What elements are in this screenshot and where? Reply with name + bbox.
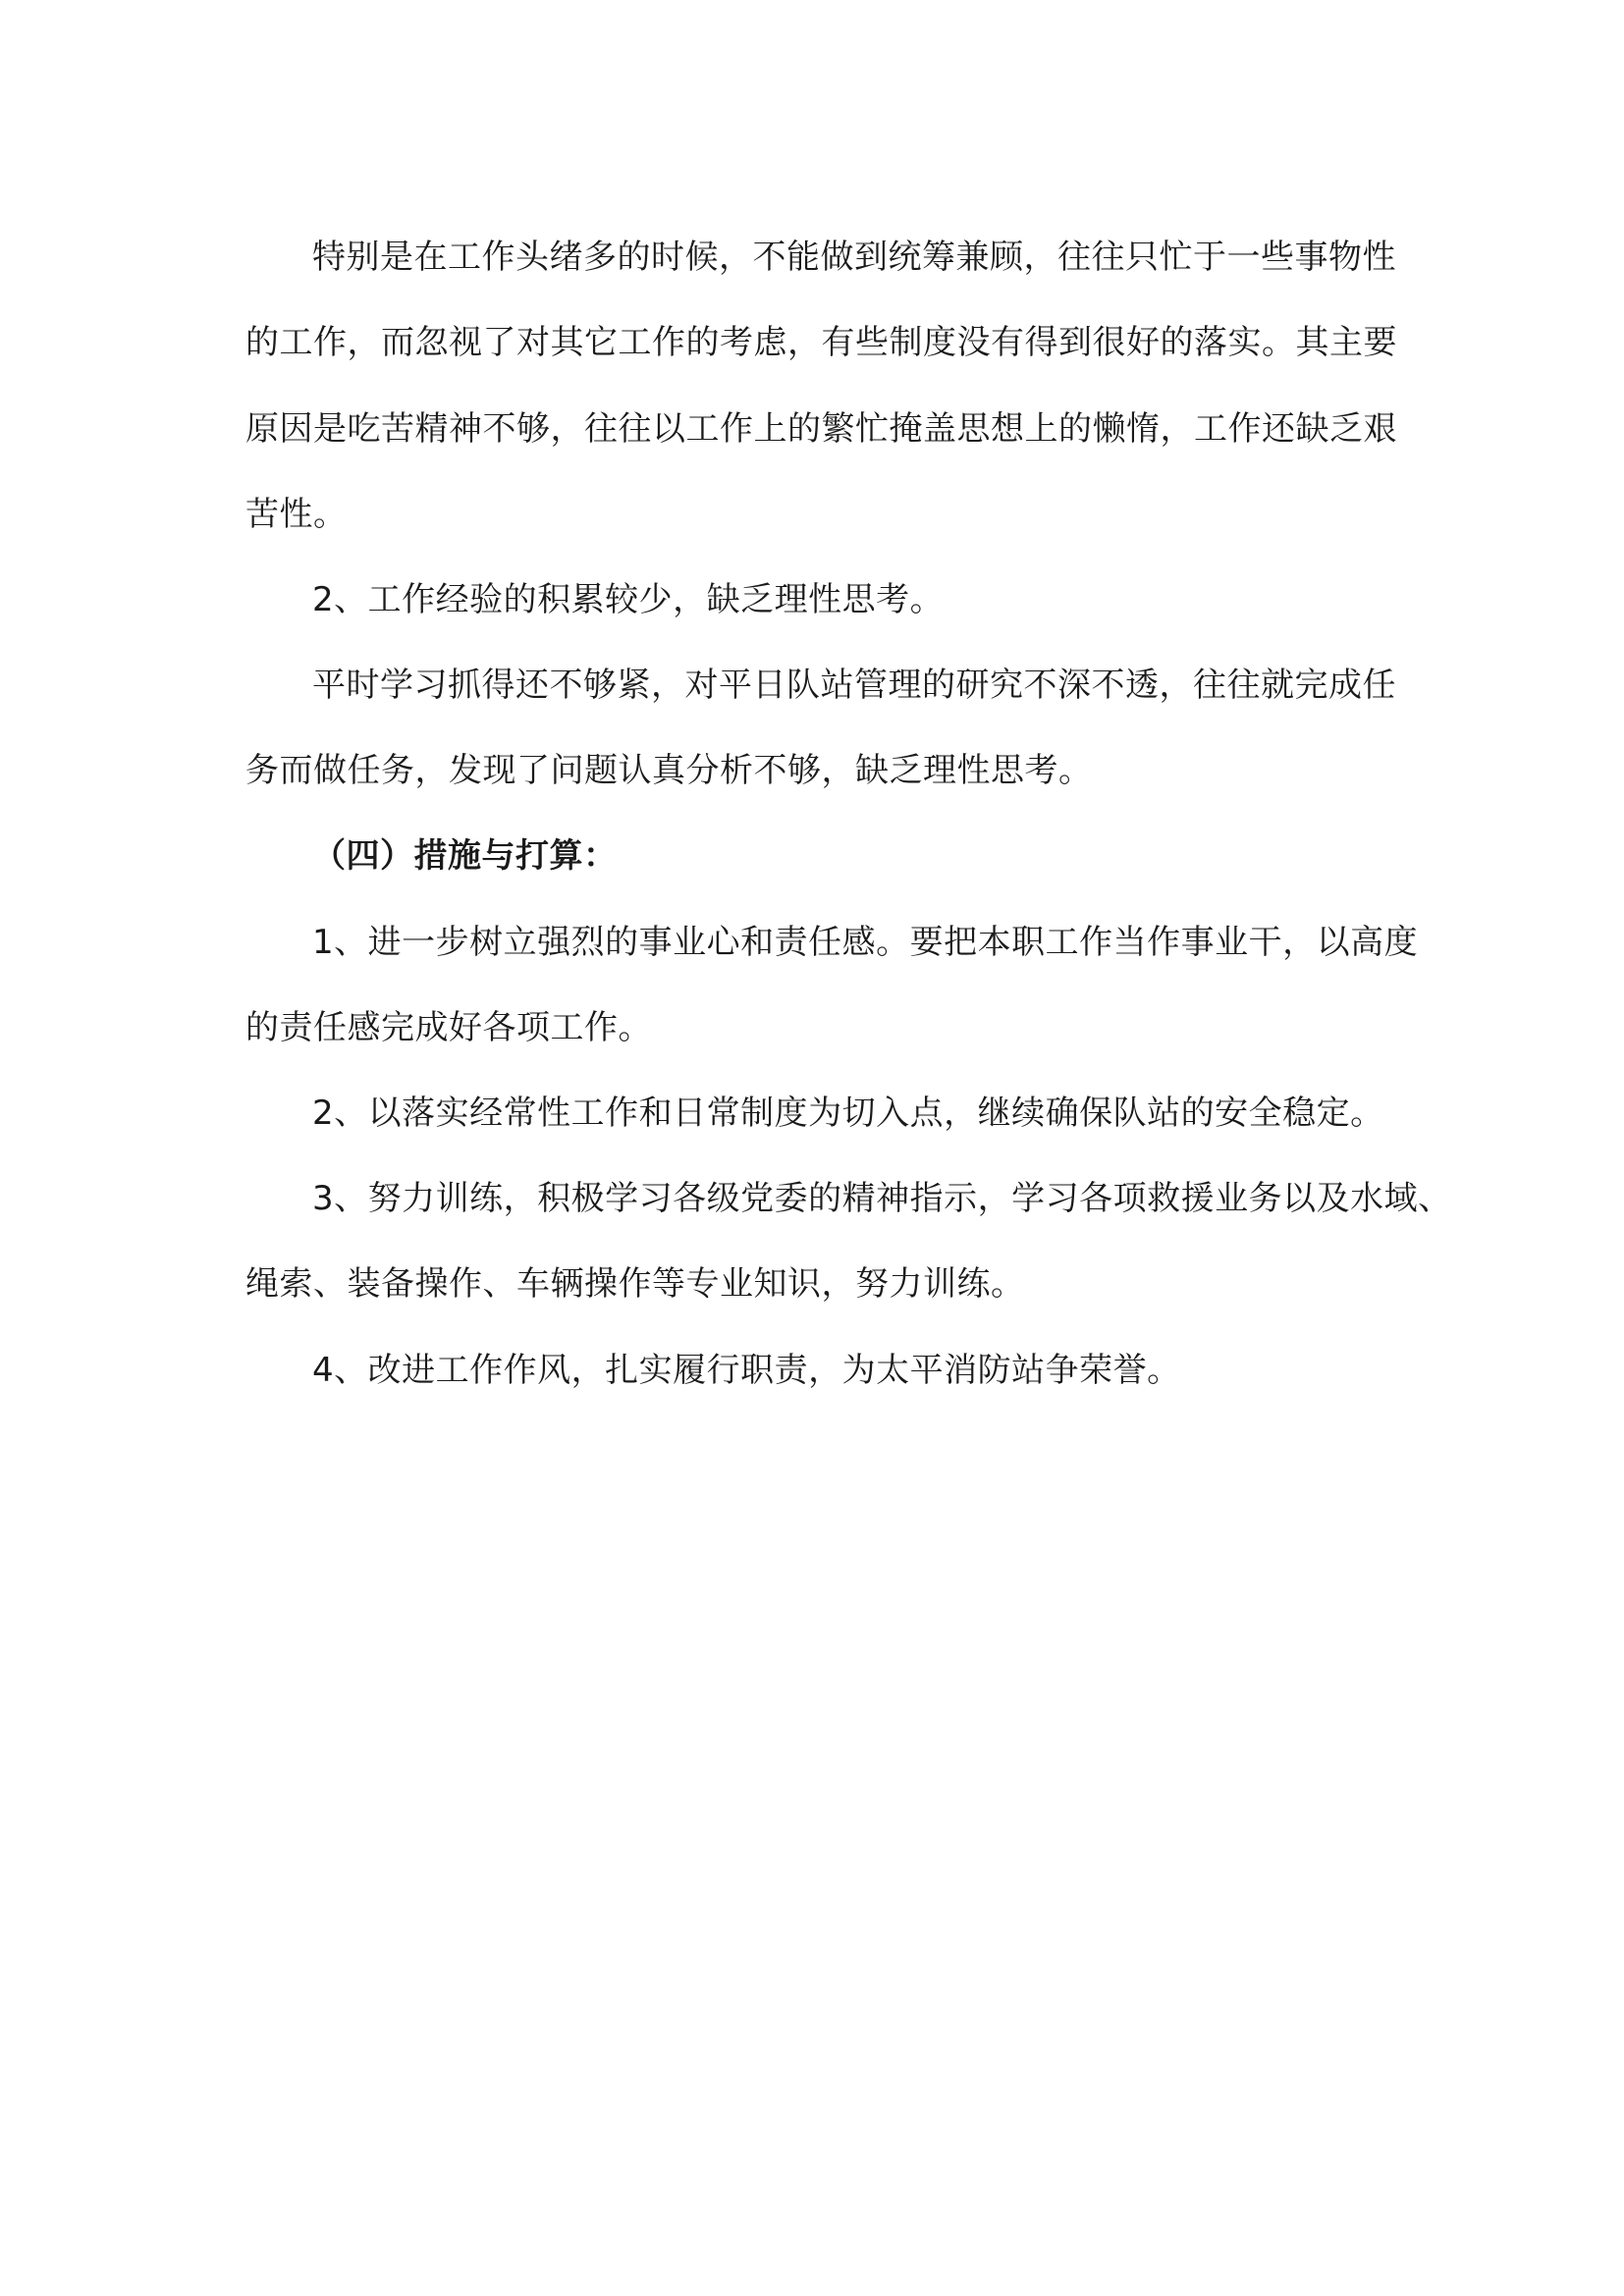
measure-item-4: 4、改进工作作风，扎实履行职责，为太平消防站争荣誉。 <box>312 1351 1181 1390</box>
measure-item-3-continued: 绳索、装备操作、车辆操作等专业知识，努力训练。 <box>245 1264 1025 1304</box>
list-item-2-weakness: 2、工作经验的积累较少，缺乏理性思考。 <box>312 580 945 619</box>
measure-item-3: 3、努力训练，积极学习各级党委的精神指示，学习各项救援业务以及水域、 <box>312 1179 1452 1218</box>
paragraph-line: 特别是在工作头绪多的时候，不能做到统筹兼顾，往往只忙于一些事物性 <box>312 238 1396 277</box>
measure-item-2: 2、以落实经常性工作和日常制度为切入点，继续确保队站的安全稳定。 <box>312 1094 1384 1133</box>
measure-item-1: 1、进一步树立强烈的事业心和责任感。要把本职工作当作事业干，以高度 <box>312 923 1419 962</box>
measure-item-1-continued: 的责任感完成好各项工作。 <box>245 1008 652 1047</box>
paragraph-line: 平时学习抓得还不够紧，对平日队站管理的研究不深不透，往往就完成任 <box>312 666 1396 705</box>
section-heading: （四）措施与打算： <box>312 836 618 876</box>
paragraph-line: 苦性。 <box>245 495 348 534</box>
paragraph-line: 的工作，而忽视了对其它工作的考虑，有些制度没有得到很好的落实。其主要 <box>245 323 1397 362</box>
paragraph-line: 原因是吃苦精神不够，往往以工作上的繁忙掩盖思想上的懒惰，工作还缺乏艰 <box>245 409 1397 449</box>
paragraph-line: 务而做任务，发现了问题认真分析不够，缺乏理性思考。 <box>245 751 1093 790</box>
